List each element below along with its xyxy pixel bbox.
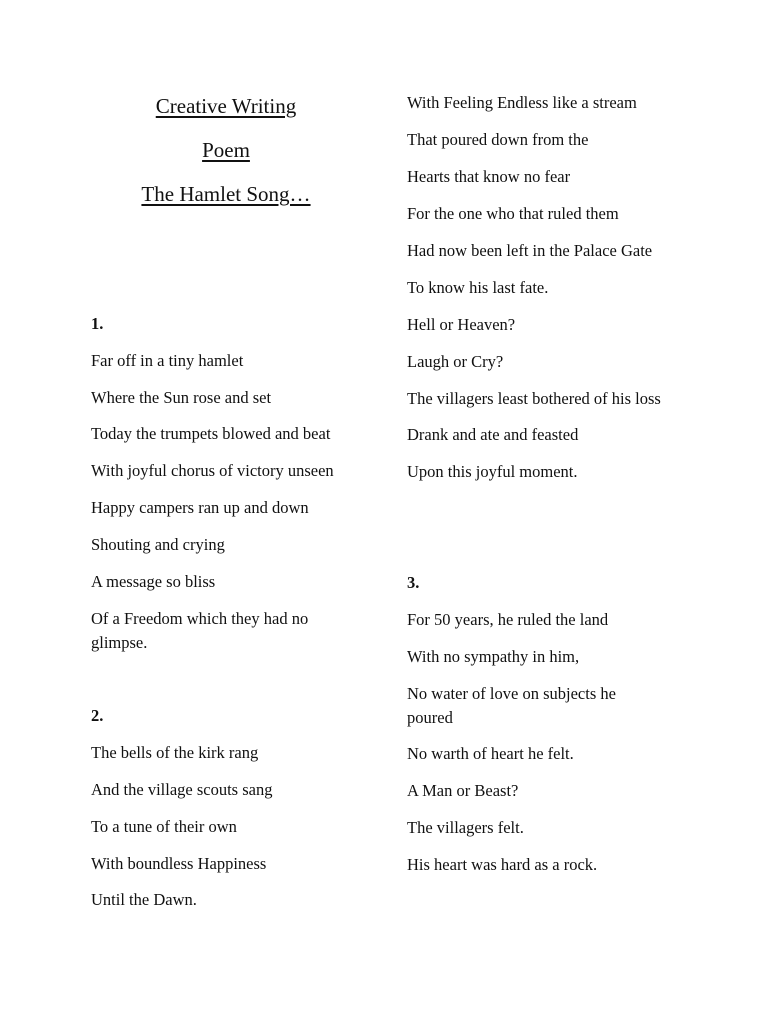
poem-line: The villagers felt.	[407, 818, 524, 837]
poem-line: Shouting and crying	[91, 535, 225, 554]
poem-line: A message so bliss	[91, 572, 216, 591]
poem-line: With boundless Happiness	[91, 854, 267, 873]
poem-title: The Hamlet Song…	[141, 182, 311, 206]
poem-line: For 50 years, he ruled the land	[407, 610, 609, 629]
document-subtitle: Poem	[202, 138, 250, 162]
poem-line: Upon this joyful moment.	[407, 462, 578, 481]
stanza-3-number: 3.	[407, 573, 420, 592]
poem-line: Happy campers ran up and down	[91, 498, 309, 517]
poem-line: Far off in a tiny hamlet	[91, 351, 244, 370]
poem-line: Drank and ate and feasted	[407, 425, 579, 444]
stanza-2-number: 2.	[91, 706, 104, 725]
poem-line: Hell or Heaven?	[407, 315, 516, 334]
poem-line: Laugh or Cry?	[407, 352, 504, 371]
poem-line: The bells of the kirk rang	[91, 743, 259, 762]
poem-line: A Man or Beast?	[407, 781, 519, 800]
document-title: Creative Writing	[155, 94, 297, 118]
poem-line: Where the Sun rose and set	[91, 388, 272, 407]
poem-line: Of a Freedom which they had no glimpse.	[91, 609, 309, 652]
poem-line: The villagers least bothered of his loss	[407, 389, 661, 408]
poem-line: Had now been left in the Palace Gate	[407, 241, 653, 260]
poem-line: With joyful chorus of victory unseen	[91, 461, 334, 480]
poem-line: With Feeling Endless like a stream	[407, 93, 637, 112]
poem-line: No water of love on subjects he poured	[407, 684, 616, 727]
poem-line: For the one who that ruled them	[407, 204, 619, 223]
poem-line: His heart was hard as a rock.	[407, 855, 598, 874]
poem-line: That poured down from the	[407, 130, 589, 149]
poem-line: To a tune of their own	[91, 817, 237, 836]
poem-line: To know his last fate.	[407, 278, 549, 297]
poem-line: Today the trumpets blowed and beat	[91, 424, 331, 443]
poem-line: And the village scouts sang	[91, 780, 273, 799]
poem-line: No warth of heart he felt.	[407, 744, 574, 763]
stanza-1-number: 1.	[91, 314, 104, 333]
poem-line: Until the Dawn.	[91, 890, 197, 909]
poem-line: Hearts that know no fear	[407, 167, 571, 186]
poem-line: With no sympathy in him,	[407, 647, 580, 666]
